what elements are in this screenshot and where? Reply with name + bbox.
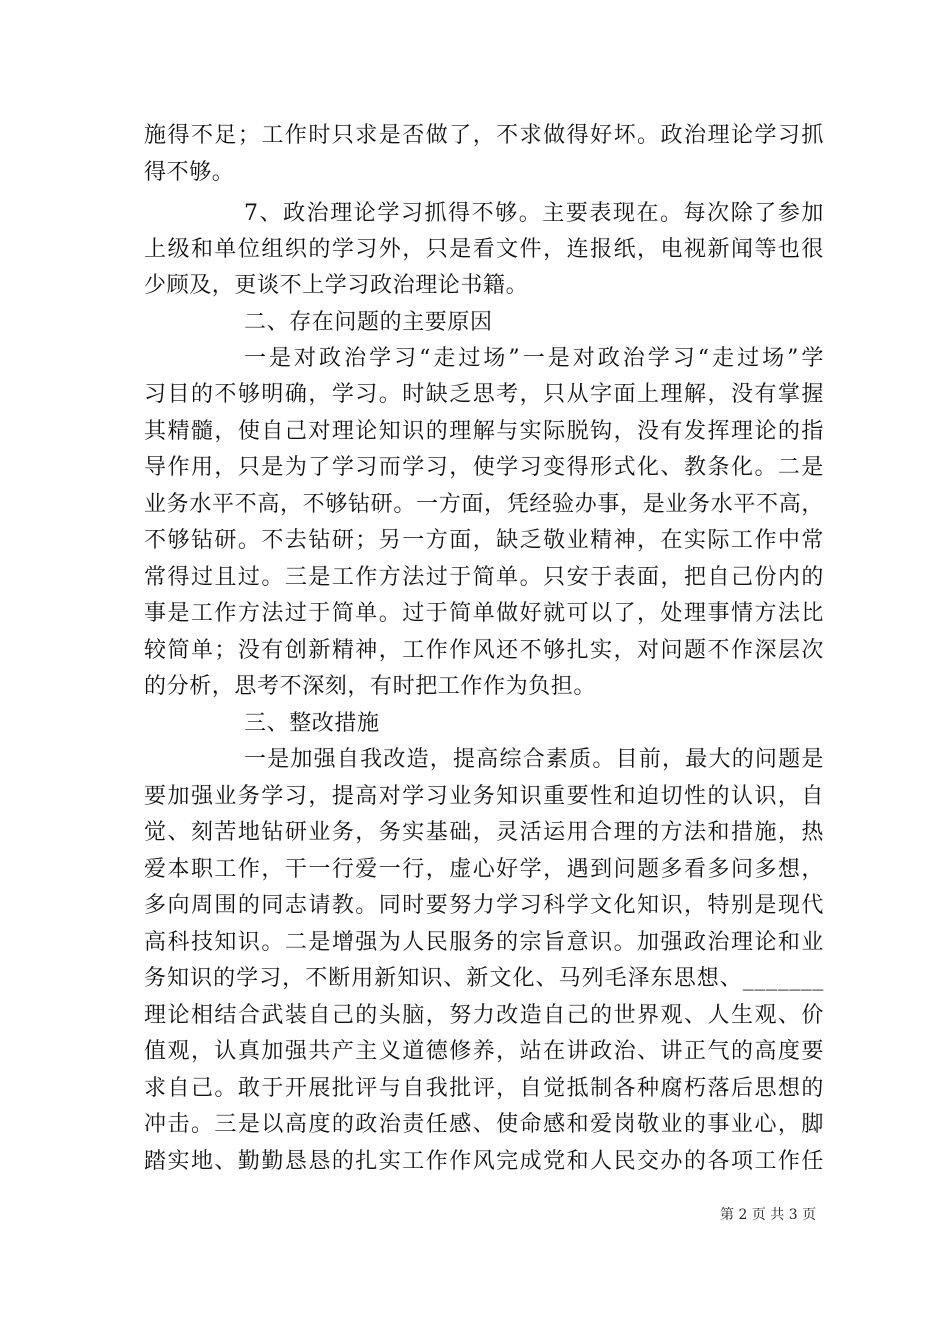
text-line: 一是对政治学习“走过场”一是对政治学习“走过场”学 — [244, 346, 824, 371]
text-line: 7、政治理论学习抓得不够。主要表现在。每次除了参加 — [244, 201, 824, 226]
text-line: 少顾及，更谈不上学习政治理论书籍。 — [144, 273, 529, 298]
section-heading: 二、存在问题的主要原因 — [244, 310, 493, 335]
text-line: 务知识的学习，不断用新知识、新文化、马列毛泽东思想、_______ — [144, 966, 824, 991]
text-line: 求自己。敢于开展批评与自我批评，自觉抵制各种腐朽落后思想的 — [144, 1076, 824, 1101]
text-line: 较简单；没有创新精神，工作作风还不够扎实，对问题不作深层次 — [144, 638, 824, 663]
text-line: 不够钻研。不去钻研；另一方面，缺乏敬业精神，在实际工作中常 — [144, 528, 824, 553]
text-line: 高科技知识。二是增强为人民服务的宗旨意识。加强政治理论和业 — [144, 930, 824, 955]
text-line: 事是工作方法过于简单。过于简单做好就可以了，处理事情方法比 — [144, 601, 824, 626]
text-line: 多向周围的同志请教。同时要努力学习科学文化知识，特别是现代 — [144, 893, 824, 918]
text-line: 觉、刻苦地钻研业务，务实基础，灵活运用合理的方法和措施，热 — [144, 820, 824, 845]
text-line: 一是加强自我改造，提高综合素质。目前，最大的问题是 — [244, 747, 824, 772]
text-line: 踏实地、勤勤恳恳的扎实工作作风完成党和人民交办的各项工作任 — [144, 1149, 824, 1174]
text-line: 的分析，思考不深刻，有时把工作作为负担。 — [144, 674, 597, 699]
text-line: 上级和单位组织的学习外，只是看文件，连报纸，电视新闻等也很 — [144, 237, 824, 262]
text-line: 导作用，只是为了学习而学习，使学习变得形式化、教条化。二是 — [144, 455, 824, 480]
text-line: 要加强业务学习，提高对学习业务知识重要性和迫切性的认识，自 — [144, 784, 824, 809]
text-line: 其精髓，使自己对理论知识的理解与实际脱钩，没有发挥理论的指 — [144, 419, 824, 444]
text-line: 得不够。 — [144, 160, 235, 185]
text-line: 值观，认真加强共产主义道德修养，站在讲政治、讲正气的高度要 — [144, 1039, 824, 1064]
text-line: 常得过且过。三是工作方法过于简单。只安于表面，把自己份内的 — [144, 565, 824, 590]
text-line: 冲击。三是以高度的政治责任感、使命感和爱岗敬业的事业心，脚 — [144, 1112, 824, 1137]
text-line: 理论相结合武装自己的头脑，努力改造自己的世界观、人生观、价 — [144, 1003, 824, 1028]
section-heading: 三、整改措施 — [244, 711, 380, 736]
text-line: 爱本职工作，干一行爱一行，虚心好学，遇到问题多看多问多想， — [144, 857, 824, 882]
page-number: 第 2 页 共 3 页 — [720, 1207, 817, 1223]
text-line: 习目的不够明确，学习。时缺乏思考，只从字面上理解，没有掌握 — [144, 382, 824, 407]
text-line: 业务水平不高，不够钻研。一方面，凭经验办事，是业务水平不高， — [144, 492, 824, 517]
text-line: 施得不足；工作时只求是否做了，不求做得好坏。政治理论学习抓 — [144, 123, 824, 148]
